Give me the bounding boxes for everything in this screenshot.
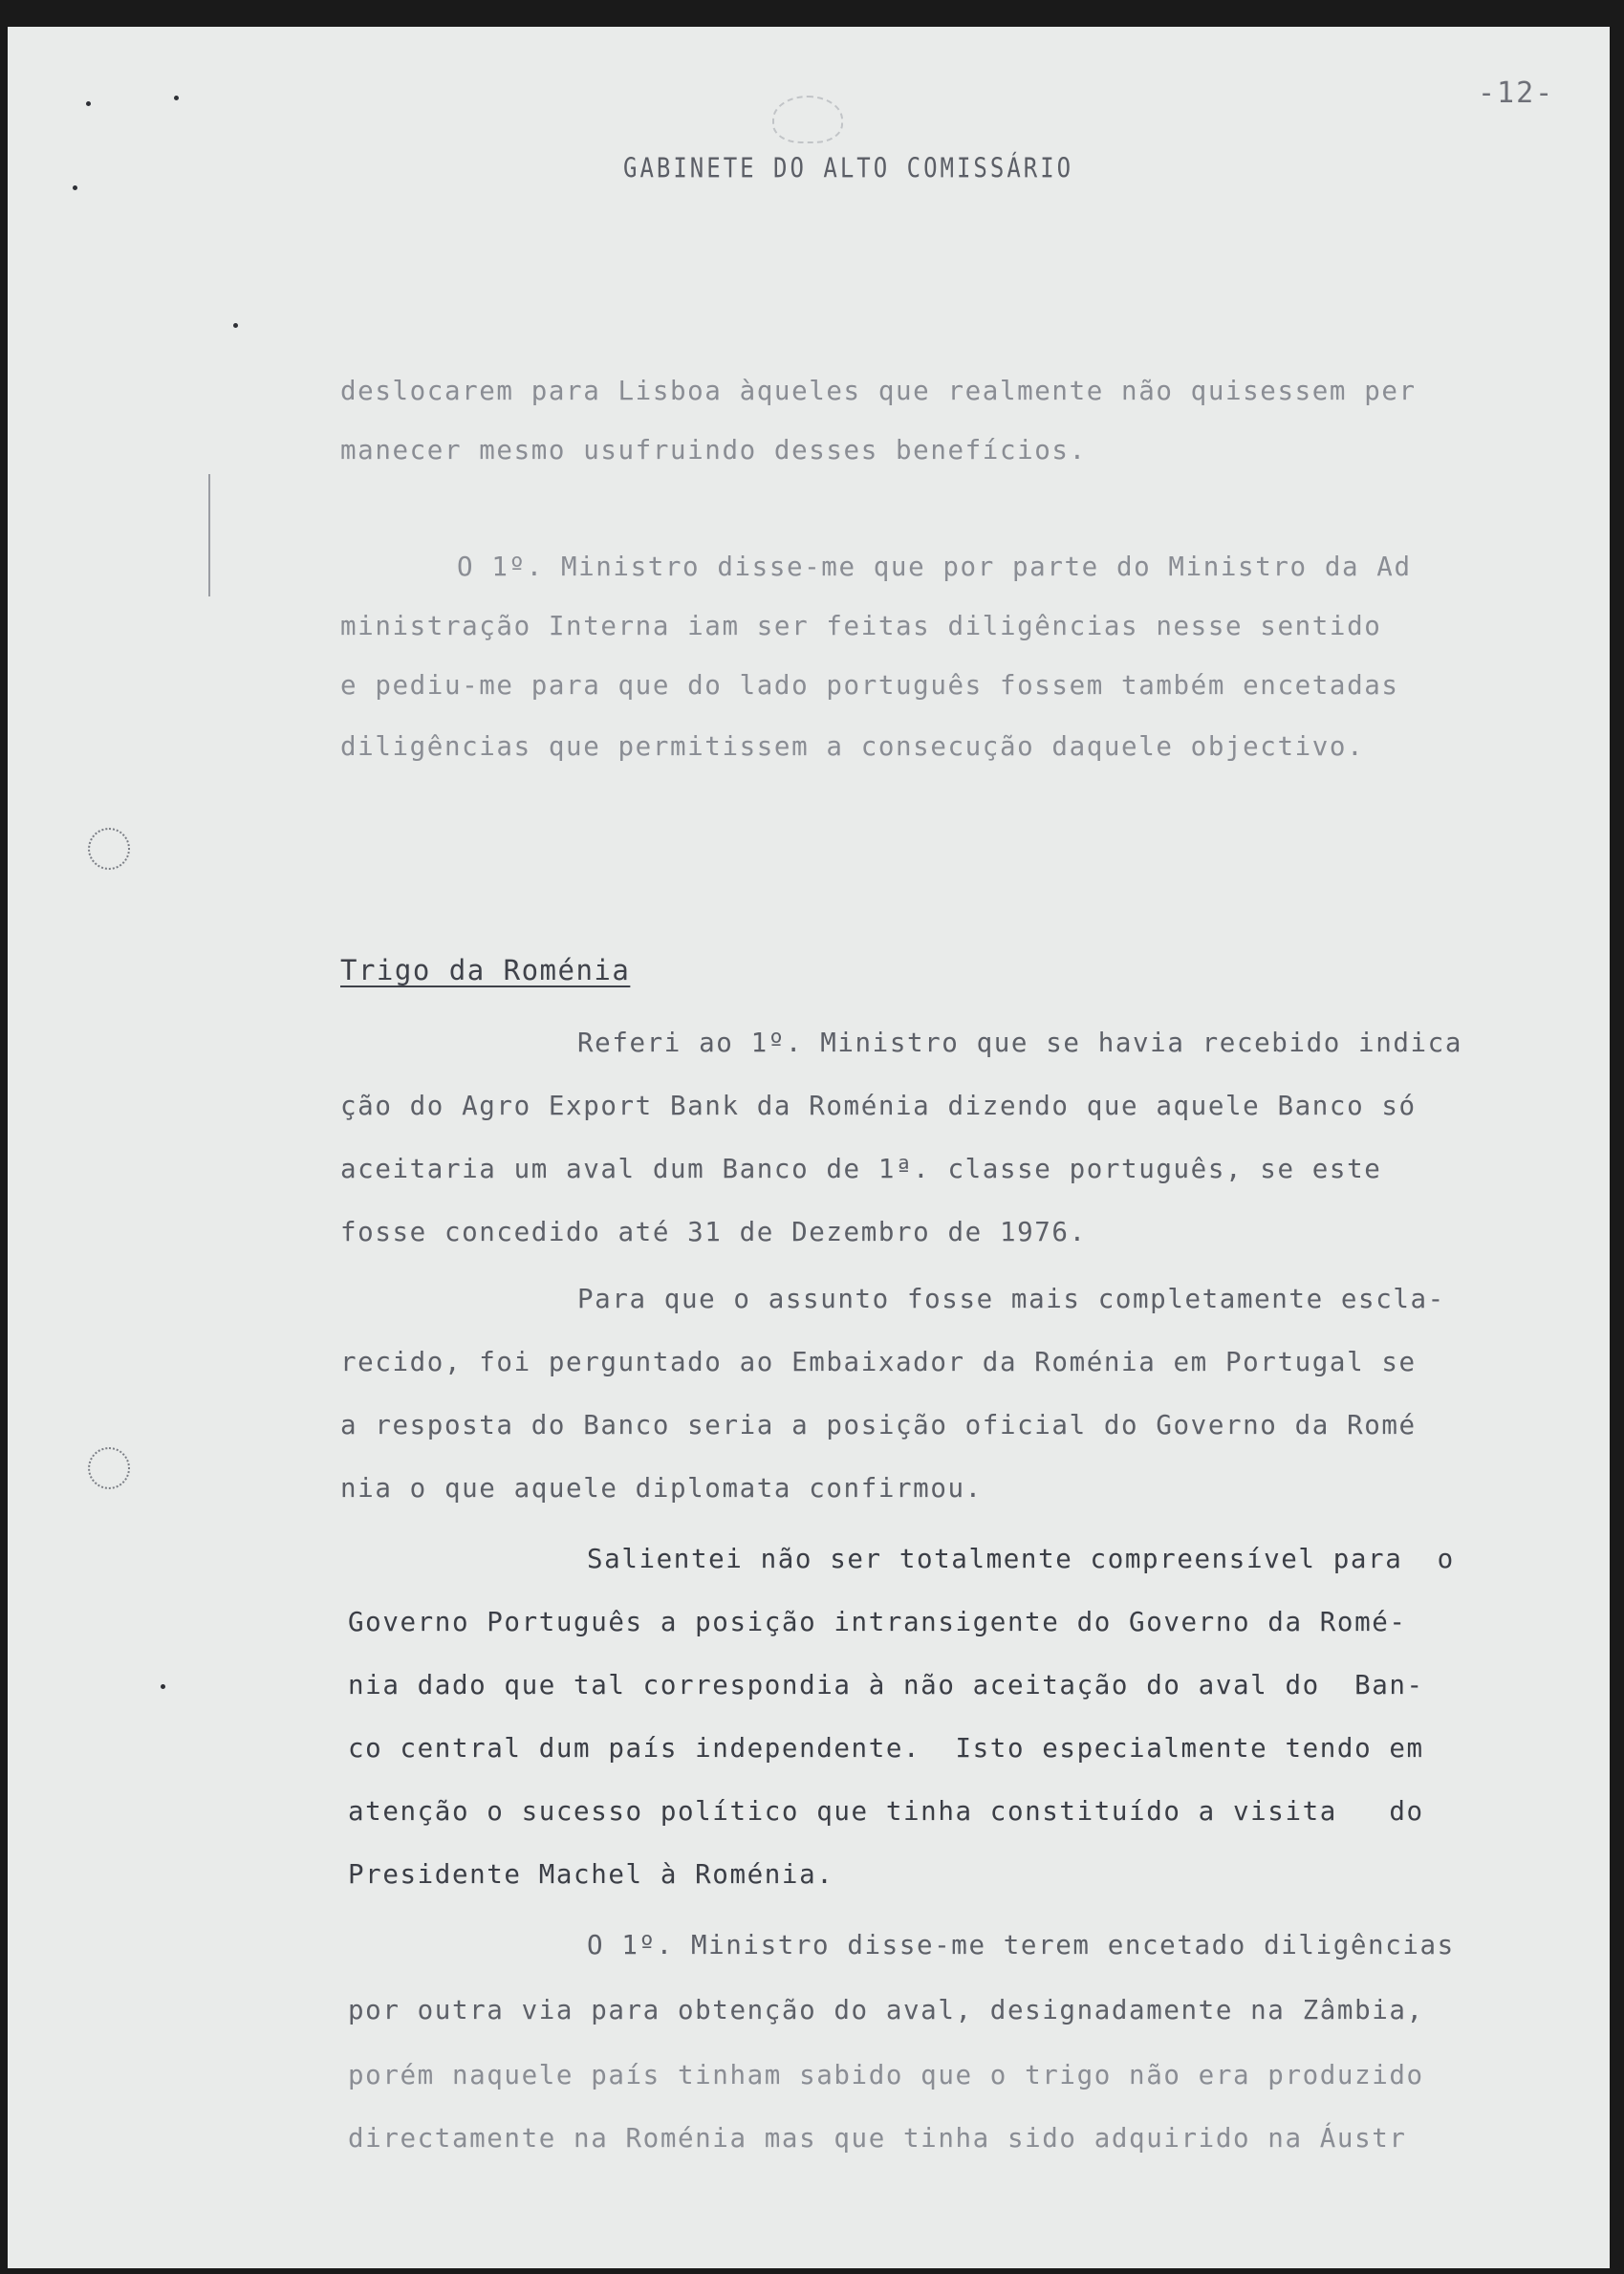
text-line: atenção o sucesso político que tinha constituído a visita do <box>348 1796 1424 1827</box>
section-heading: Trigo da Roménia <box>340 954 631 986</box>
text-line: a resposta do Banco seria a posição oficial do Governo da Romé <box>340 1410 1417 1440</box>
text-line: nia dado que tal correspondia à não aceitação do aval do Ban- <box>348 1670 1424 1700</box>
text-line: directamente na Roménia mas que tinha sido adquirido na Áustr <box>348 2123 1407 2154</box>
text-line: Para que o assunto fosse mais completamente escla- <box>577 1284 1445 1314</box>
text-line: fosse concedido até 31 de Dezembro de 1976. <box>340 1217 1087 1247</box>
text-line: Salientei não ser totalmente compreensível para o <box>587 1544 1455 1574</box>
text-line: ção do Agro Export Bank da Roménia dizendo que aquele Banco só <box>340 1091 1417 1121</box>
text-line: Referi ao 1º. Ministro que se havia recebido indica <box>577 1028 1462 1058</box>
text-line: aceitaria um aval dum Banco de 1ª. classe português, se este <box>340 1154 1382 1184</box>
text-line: diligências que permitissem a consecução daquele objectivo. <box>340 731 1365 762</box>
ink-speck-icon <box>233 323 238 328</box>
text-line: porém naquele país tinham sabido que o trigo não era produzido <box>348 2060 1424 2090</box>
punch-hole-icon <box>88 1447 130 1489</box>
punch-hole-icon <box>88 828 130 870</box>
text-line: Presidente Machel à Roménia. <box>348 1859 834 1890</box>
text-line: e pediu-me para que do lado português fossem também encetadas <box>340 670 1399 701</box>
text-line: co central dum país independente. Isto especialmente tendo em <box>348 1733 1424 1764</box>
text-line: deslocarem para Lisboa àqueles que realmente não quisessem per <box>340 376 1417 406</box>
text-line: O 1º. Ministro disse-me que por parte do Ministro da Ad <box>457 552 1412 582</box>
text-line: nia o que aquele diplomata confirmou. <box>340 1473 983 1504</box>
text-line: por outra via para obtenção do aval, designadamente na Zâmbia, <box>348 1995 1424 2025</box>
document-page <box>8 27 1610 2268</box>
margin-mark <box>208 474 210 596</box>
text-line: ministração Interna iam ser feitas diligências nesse sentido <box>340 611 1382 641</box>
page-number: -12- <box>1478 76 1555 110</box>
seal-stamp-icon <box>772 96 843 143</box>
ink-speck-icon <box>161 1684 165 1689</box>
text-line: O 1º. Ministro disse-me terem encetado diligências <box>587 1930 1455 1960</box>
ink-speck-icon <box>86 101 91 106</box>
text-line: Governo Português a posição intransigente do Governo da Romé- <box>348 1607 1407 1637</box>
ink-speck-icon <box>174 96 179 100</box>
letterhead: GABINETE DO ALTO COMISSÁRIO <box>623 152 1074 184</box>
ink-speck-icon <box>73 185 77 190</box>
text-line: recido, foi perguntado ao Embaixador da Roménia em Portugal se <box>340 1347 1417 1377</box>
text-line: manecer mesmo usufruindo desses benefícios. <box>340 435 1087 466</box>
